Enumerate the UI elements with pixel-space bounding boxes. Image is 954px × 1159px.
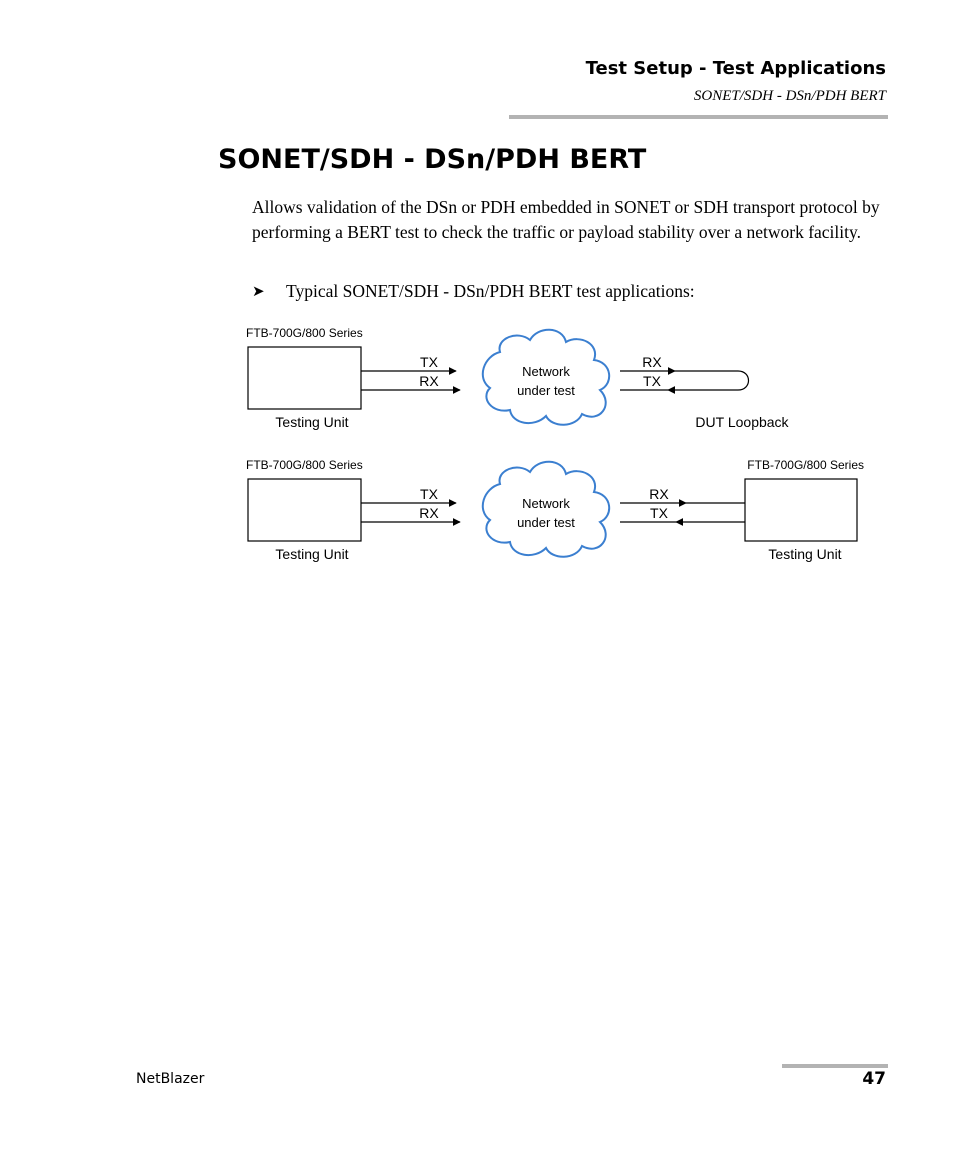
d2-series-label-left: FTB-700G/800 Series bbox=[246, 458, 363, 472]
d2-series-label-right: FTB-700G/800 Series bbox=[747, 458, 864, 472]
d2-unit-label-right: Testing Unit bbox=[768, 546, 842, 562]
d1-far-rx-label: RX bbox=[642, 354, 662, 370]
section-body: Allows validation of the DSn or PDH embedded in SONET or SDH transport protocol by performing a BERT test to check the traffic or payload stability over a network facility. bbox=[252, 197, 880, 242]
footer-product: NetBlazer bbox=[136, 1071, 205, 1087]
footer-rule bbox=[782, 1064, 888, 1068]
page-number: 47 bbox=[862, 1069, 886, 1089]
bullet-text: Typical SONET/SDH - DSn/PDH BERT test applications: bbox=[286, 281, 695, 301]
d2-unit-label-left: Testing Unit bbox=[275, 546, 349, 562]
section-title: SONET/SDH - DSn/PDH BERT bbox=[218, 144, 647, 175]
d2-cloud-line1: Network bbox=[522, 496, 570, 511]
d2-testing-unit-left-box bbox=[248, 479, 361, 541]
d1-tx-label: TX bbox=[420, 354, 438, 370]
d1-cloud-line1: Network bbox=[522, 364, 570, 379]
d1-rx-label: RX bbox=[419, 373, 439, 389]
arrow-bullet-icon: ➤ bbox=[252, 282, 265, 300]
d2-tx-label: TX bbox=[420, 486, 438, 502]
running-header-subtitle: SONET/SDH - DSn/PDH BERT bbox=[693, 88, 886, 104]
d1-cloud-line2: under test bbox=[517, 383, 575, 398]
d1-series-label: FTB-700G/800 Series bbox=[246, 326, 363, 340]
d1-far-tx-label: TX bbox=[643, 373, 661, 389]
d2-far-tx-label: TX bbox=[650, 505, 668, 521]
d1-unit-label: Testing Unit bbox=[275, 414, 349, 430]
d2-rx-label: RX bbox=[419, 505, 439, 521]
d1-loopback-curve bbox=[738, 371, 749, 390]
running-header-title: Test Setup - Test Applications bbox=[585, 58, 886, 79]
d1-testing-unit-box bbox=[248, 347, 361, 409]
d1-dut-loopback-label: DUT Loopback bbox=[695, 414, 789, 430]
d2-cloud-line2: under test bbox=[517, 515, 575, 530]
diagram-loopback bbox=[246, 326, 790, 430]
diagram-end-to-end bbox=[246, 458, 864, 562]
d2-testing-unit-right-box bbox=[745, 479, 857, 541]
d2-far-rx-label: RX bbox=[649, 486, 669, 502]
